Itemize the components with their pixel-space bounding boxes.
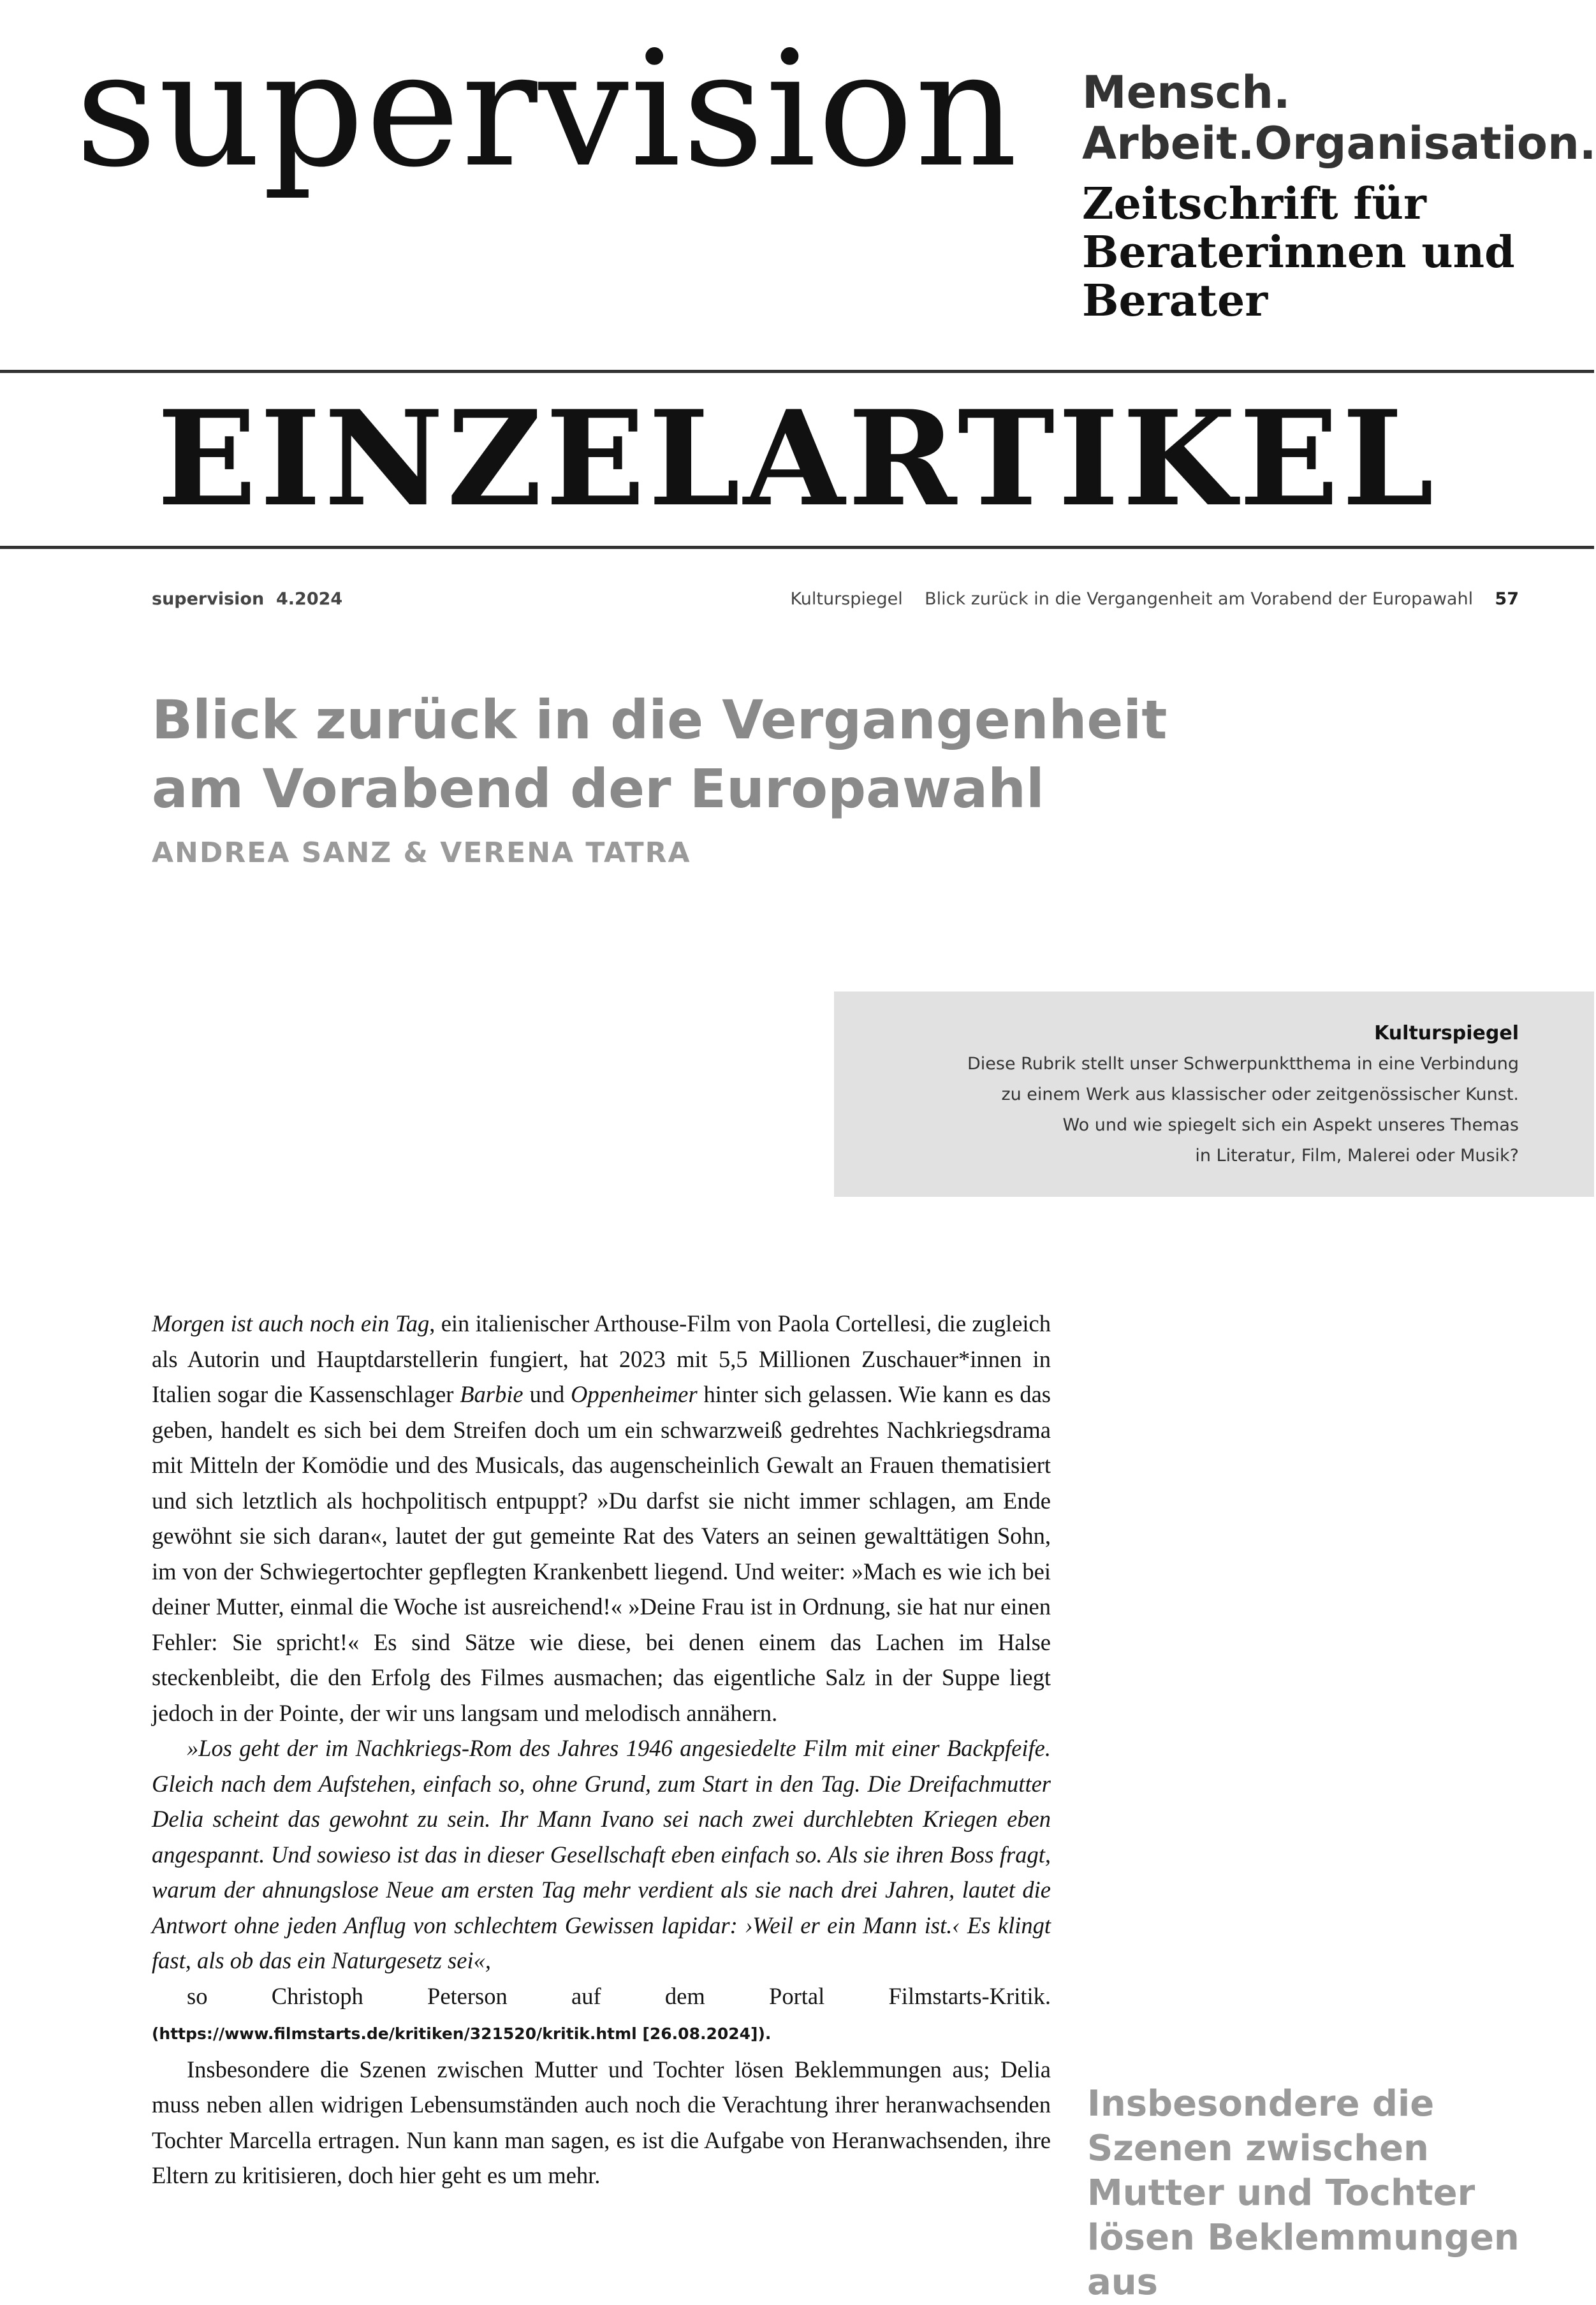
article-title-line: am Vorabend der Europawahl — [152, 757, 1044, 820]
tagline-sans-line: Arbeit.Organisation. — [1082, 117, 1596, 170]
banner-heading: EINZELARTIKEL — [157, 383, 1437, 536]
film-title: Morgen ist auch noch ein Tag — [152, 1310, 430, 1336]
tagline-serif-line: Berater — [1082, 275, 1268, 326]
infobox-title: Kulturspiegel — [1374, 1022, 1519, 1044]
body-paragraph: Insbesondere die Szenen zwischen Mutter und Tochter lösen Beklemmungen aus; Delia muss neben allen widrigen Lebensumständen auch noch die Verachtung ihrer heranwachsenden Tochter Marcella ertragen. Nun kann man sagen, es ist die Aufgabe von Heranwachsenden, ihre Eltern zu kritisieren, doch hier geht es um mehr. — [152, 2056, 1051, 2188]
infobox-line: Wo und wie spiegelt sich ein Aspekt unseres Themas — [1062, 1115, 1519, 1135]
running-header-section: Kulturspiegel — [790, 589, 903, 609]
running-header-article: Blick zurück in die Vergangenheit am Vorabend der Europawahl — [925, 589, 1474, 609]
infobox-line: in Literatur, Film, Malerei oder Musik? — [1195, 1146, 1519, 1166]
body-text: hinter sich gelassen. Wie kann es das geben, handelt es sich bei dem Streifen doch um ein schwarzweiß gedrehtes Nachkriegsdrama mit Mitteln der Komödie und des Musicals, das augenscheinlich Gewalt an Frauen thematisiert und sich letztlich als hochpolitisch entpuppt? »Du darfst sie nicht immer schlagen, am Ende gewöhnt sie sich daran«, lautet der gut gemeinte Rat des Vaters an seinen gewalttätigen Sohn, im von der Schwiegertochter gepflegten Krankenbett liegend. Und weiter: »Mach es wie ich bei deiner Mutter, einmal die Woche ist ausreichend!« »Deine Frau ist in Ordnung, sie hat nur einen Fehler: Sie spricht!« Es sind Sätze wie diese, bei denen einem das Lachen im Halse steckenbleibt, die den Erfolg des Filmes ausmachen; das eigentliche Salz in der Suppe liegt jedoch in der Pointe, der wir uns langsam und melodisch annähern. — [152, 1381, 1051, 1726]
tagline-serif-line: Beraterinnen und — [1082, 227, 1515, 278]
block-quote: »Los geht der im Nachkriegs-Rom des Jahres 1946 angesiedelte Film mit einer Backpfeife. Gleich nach dem Aufstehen, einfach so, ohne Grund, zum Start in den Tag. Die Dreifachmutter Delia scheint das gewohnt zu sein. Ihr Mann Ivano sei nach zwei durchlebten Kriegen eben angespannt. Und sowieso ist das in dieser Gesellschaft eben einfach so. Als sie ihren Boss fragt, warum der ahnungslose Neue am ersten Tag mehr verdient als sie nach drei Jahren, lautet die Antwort ohne jeden Anflug von schlechtem Gewissen lapidar: ›Weil er ein Mann ist.‹ Es klingt fast, als ob das ein Naturgesetz sei«, — [152, 1735, 1051, 1973]
article-title-line: Blick zurück in die Vergangenheit — [152, 689, 1168, 751]
pull-quote: Insbesondere die Szenen zwischen Mutter und Tochter lösen Beklemmungen aus — [1087, 2083, 1519, 2303]
body-text: und — [523, 1381, 571, 1407]
article-authors: ANDREA SANZ & VERENA TATRA — [152, 837, 691, 869]
tagline-sans-line: Mensch. — [1082, 66, 1291, 119]
body-text: so Christoph Peterson auf dem Portal Filmstarts-Kritik. — [187, 1982, 1051, 2009]
infobox-line: Diese Rubrik stellt unser Schwerpunktthema in eine Verbindung — [967, 1054, 1519, 1074]
source-link[interactable]: (https://www.filmstarts.de/kritiken/321520/kritik.html [26.08.2024]). — [152, 2024, 772, 2043]
tagline-serif-line: Zeitschrift für — [1082, 179, 1426, 230]
running-header-journal: supervision 4.2024 — [152, 589, 343, 609]
infobox-line: zu einem Werk aus klassischer oder zeitgenössischer Kunst. — [1001, 1085, 1519, 1104]
film-title: Barbie — [460, 1381, 523, 1407]
page-number: 57 — [1495, 589, 1519, 609]
film-title: Oppenheimer — [571, 1381, 698, 1407]
journal-logo: supervision — [75, 17, 1019, 202]
body-text: , ein italienischer Arthouse-Film von Paola Cortellesi, die zugleich als Autorin und Hauptdarstellerin fungiert, hat 2023 mit 5,5 Millionen Zuschauer*innen in Italien sogar die Kassenschlager — [152, 1310, 1051, 1407]
